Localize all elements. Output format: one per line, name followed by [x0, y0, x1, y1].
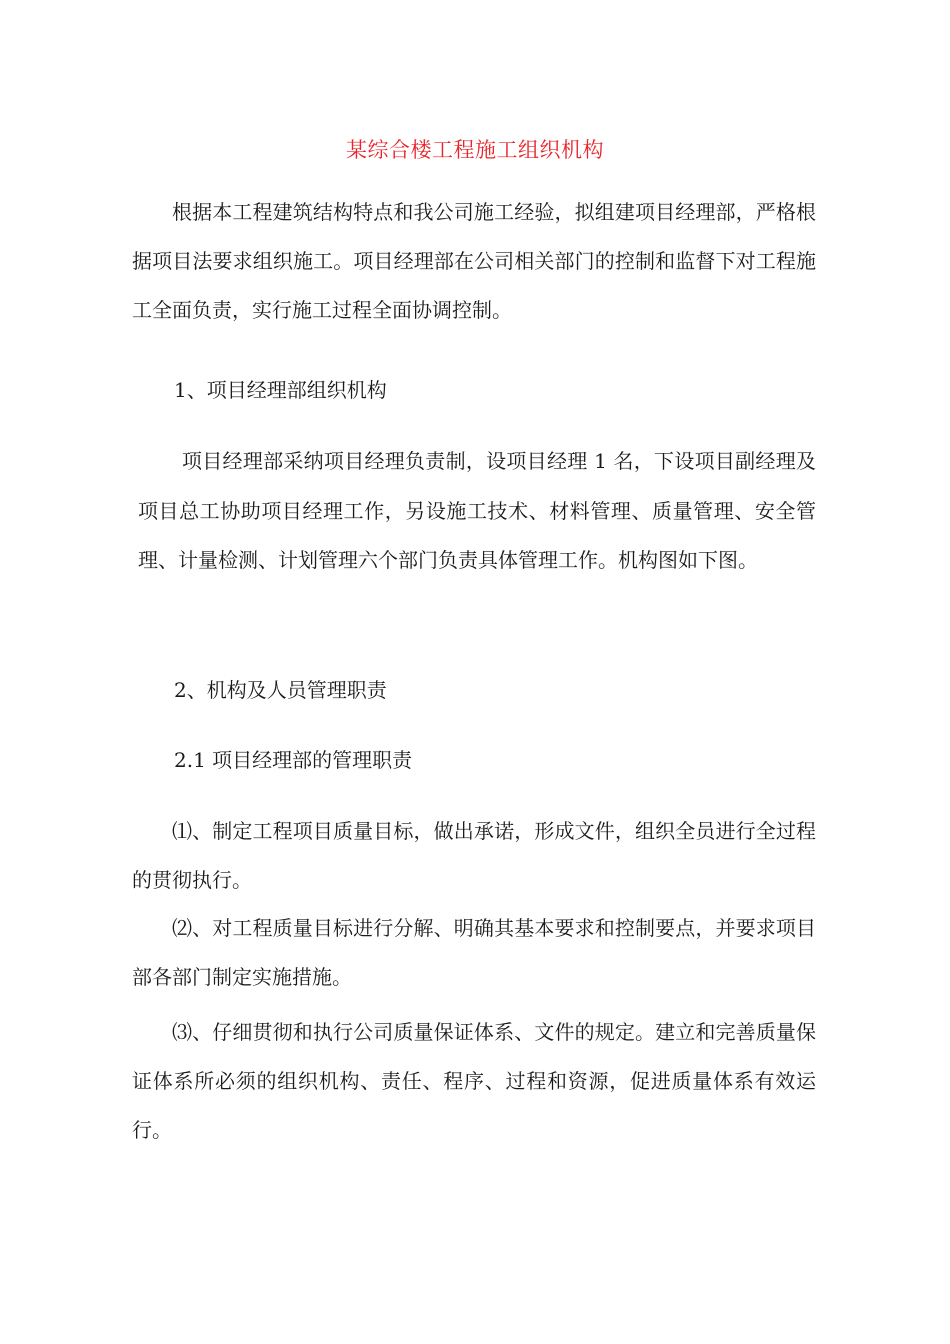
section-2-heading: 2、机构及人员管理职责 — [174, 678, 387, 702]
section-2-1-heading: 2.1 项目经理部的管理职责 — [174, 748, 413, 772]
intro-paragraph: 根据本工程建筑结构特点和我公司施工经验，拟组建项目经理部，严格根据项目法要求组织施工。项目经理部在公司相关部门的控制和监督下对工程施工全面负责，实行施工过程全面协调控制。 — [132, 200, 816, 322]
duty-item-3: ⑶、仔细贯彻和执行公司质量保证体系、文件的规定。建立和完善质量保证体系所必须的组织机构、责任、程序、过程和资源，促进质量体系有效运行。 — [132, 1020, 816, 1142]
duty-item-1: ⑴、制定工程项目质量目标，做出承诺，形成文件，组织全员进行全过程的贯彻执行。 — [132, 819, 816, 892]
duty-item-2: ⑵、对工程质量目标进行分解、明确其基本要求和控制要点，并要求项目部各部门制定实施措施。 — [132, 916, 816, 989]
section-1-heading: 1、项目经理部组织机构 — [174, 378, 387, 402]
section-1-paragraph: 项目经理部采纳项目经理负责制，设项目经理 1 名，下设项目副经理及项目总工协助项目经理工作，另设施工技术、材料管理、质量管理、安全管理、计量检测、计划管理六个部门负责具体管理工作。机构图如下图。 — [138, 449, 816, 572]
document-title: 某综合楼工程施工组织机构 — [346, 138, 604, 162]
